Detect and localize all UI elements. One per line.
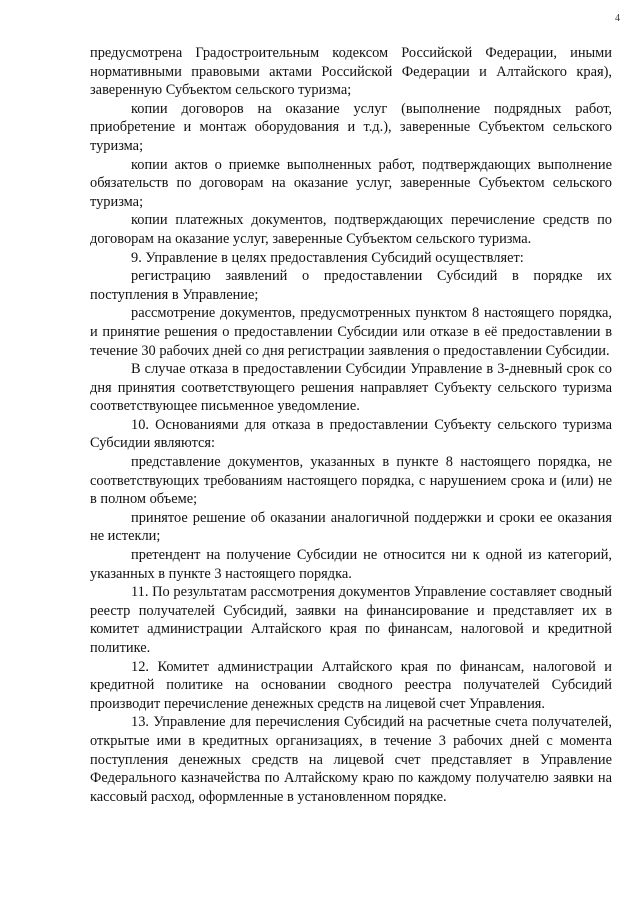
paragraph-item-13: 13. Управление для перечисления Субсидий на расчетные счета получателей, открытые ими в кредитных организациях, в течение 3 рабочих дней с момента поступления денежных средств на лицевой счет представляет в Управление Федерального казначейства по Алтайскому краю по каждому получателю заявки на кассовый расход, оформленные в установленном порядке. bbox=[90, 714, 612, 805]
paragraph-contract-copies: копии договоров на оказание услуг (выполнение подрядных работ, приобретение и монтаж оборудования и т.д.), заверенные Субъектом сельского туризма; bbox=[90, 100, 612, 154]
paragraph-registration: регистрацию заявлений о предоставлении Субсидий в порядке их поступления в Управление; bbox=[90, 268, 612, 303]
page-number: 4 bbox=[615, 13, 620, 24]
paragraph-ground-duplicate: принятое решение об оказании аналогичной поддержки и сроки ее оказания не истекли; bbox=[90, 509, 612, 545]
document-body bbox=[90, 44, 612, 806]
paragraph-continuation: предусмотрена Градостроительным кодексом Российской Федерации, иными нормативными правовыми актами Российской Федерации и Алтайского края), заверенную Субъектом сельского туризма; bbox=[90, 45, 612, 99]
paragraph-ground-category: претендент на получение Субсидии не относится ни к одной из категорий, указанных в пункте 3 настоящего порядка. bbox=[90, 547, 612, 582]
paragraph-refusal-notice: В случае отказа в предоставлении Субсидии Управление в 3-дневный срок со дня принятия соответствующего решения направляет Субъекту сельского туризма соответствующее письменное уведомление. bbox=[90, 361, 612, 415]
paragraph-item-12: 12. Комитет администрации Алтайского края по финансам, налоговой и кредитной политике на основании сводного реестра получателей Субсидий производит перечисление денежных средств на лицевой счет Управления. bbox=[90, 658, 612, 712]
paragraph-item-9: 9. Управление в целях предоставления Субсидий осуществляет: bbox=[131, 249, 524, 266]
paragraph-acceptance-acts: копии актов о приемке выполненных работ, подтверждающих выполнение обязательств по договорам на оказание услуг, заверенные Субъектом сельского туризма; bbox=[90, 156, 612, 210]
paragraph-review: рассмотрение документов, предусмотренных пунктом 8 настоящего порядка, и принятие решения о предоставлении Субсидии или отказе в её предоставлении в течение 30 рабочих дней со дня регистрации заявления о предоставлении Субсидии. bbox=[90, 305, 612, 359]
paragraph-payment-documents: копии платежных документов, подтверждающих перечисление средств по договорам на оказание услуг, заверенные Субъектом сельского туризма. bbox=[90, 212, 612, 247]
paragraph-ground-documents: представление документов, указанных в пункте 8 настоящего порядка, не соответствующих требованиям настоящего порядка, с нарушением срока и (или) не в полном объеме; bbox=[90, 454, 612, 508]
paragraph-item-11: 11. По результатам рассмотрения документов Управление составляет сводный реестр получателей Субсидий, заявки на финансирование и представляет их в комитет администрации Алтайского края по финансам, налоговой и кредитной политике. bbox=[90, 584, 612, 656]
paragraph-item-10: 10. Основаниями для отказа в предоставлении Субъекту сельского туризма Субсидии являются: bbox=[90, 416, 612, 452]
